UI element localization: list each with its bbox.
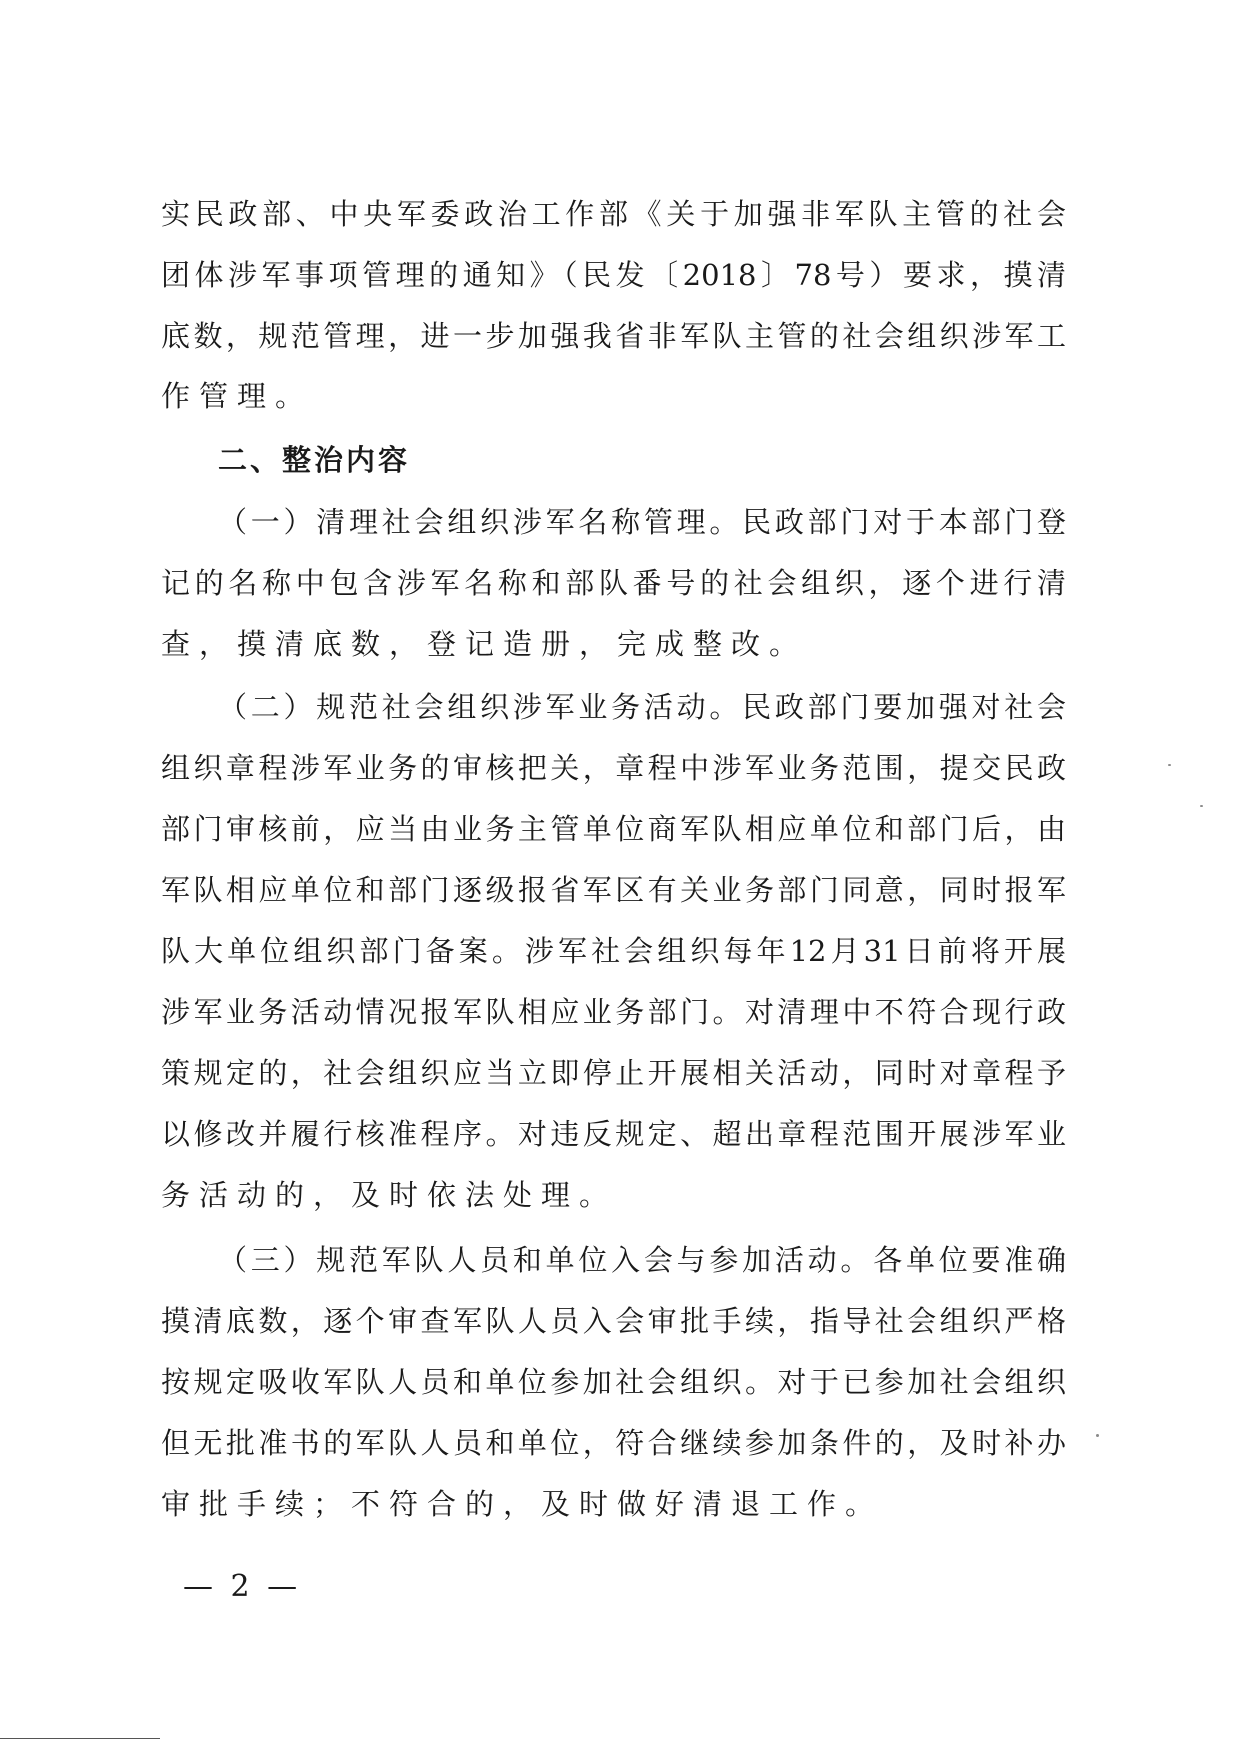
item-2-line: 军队相应单位和部门逐级报省军区有关业务部门同意，同时报军	[161, 873, 1066, 907]
text-line: 底数，规范管理，进一步加强我省非军队主管的社会组织涉军工	[161, 319, 1066, 353]
item-2-line: 部门审核前，应当由业务主管单位商军队相应单位和部门后，由	[161, 812, 1066, 846]
item-3-line: 审批手续；不符合的，及时做好清退工作。	[161, 1487, 884, 1521]
item-2-line: （二）规范社会组织涉军业务活动。民政部门要加强对社会	[218, 690, 1066, 724]
item-3-line: 摸清底数，逐个审查军队人员入会审批手续，指导社会组织严格	[161, 1304, 1066, 1338]
scan-speck	[1096, 1434, 1099, 1437]
item-2-line: 队大单位组织部门备案。涉军社会组织每年12月31日前将开展	[161, 934, 1066, 968]
item-1-line: 记的名称中包含涉军名称和部队番号的社会组织，逐个进行清	[161, 566, 1066, 600]
text-line: 团体涉军事项管理的通知》（民发〔2018〕78号）要求，摸清	[161, 258, 1066, 292]
item-2-line: 务活动的，及时依法处理。	[161, 1178, 618, 1212]
scan-speck	[1200, 805, 1203, 807]
scan-speck	[1168, 764, 1171, 766]
item-3-line: 但无批准书的军队人员和单位，符合继续参加条件的，及时补办	[161, 1426, 1066, 1460]
item-3-line: 按规定吸收军队人员和单位参加社会组织。对于已参加社会组织	[161, 1365, 1066, 1399]
item-2-line: 涉军业务活动情况报军队相应业务部门。对清理中不符合现行政	[161, 995, 1066, 1029]
item-1-line: （一）清理社会组织涉军名称管理。民政部门对于本部门登	[218, 505, 1066, 539]
text-line: 实民政部、中央军委政治工作部《关于加强非军队主管的社会	[161, 197, 1066, 231]
footnote-rule	[0, 1738, 160, 1739]
item-2-line: 策规定的，社会组织应当立即停止开展相关活动，同时对章程予	[161, 1056, 1066, 1090]
item-2-line: 以修改并履行核准程序。对违反规定、超出章程范围开展涉军业	[161, 1117, 1066, 1151]
section-heading: 二、整治内容	[218, 443, 411, 477]
item-1-line: 查，摸清底数，登记造册，完成整改。	[161, 627, 808, 661]
item-3-line: （三）规范军队人员和单位入会与参加活动。各单位要准确	[218, 1243, 1066, 1277]
item-2-line: 组织章程涉军业务的审核把关，章程中涉军业务范围，提交民政	[161, 751, 1066, 785]
text-line: 作管理。	[161, 379, 314, 413]
page-number: — 2 —	[183, 1569, 302, 1604]
